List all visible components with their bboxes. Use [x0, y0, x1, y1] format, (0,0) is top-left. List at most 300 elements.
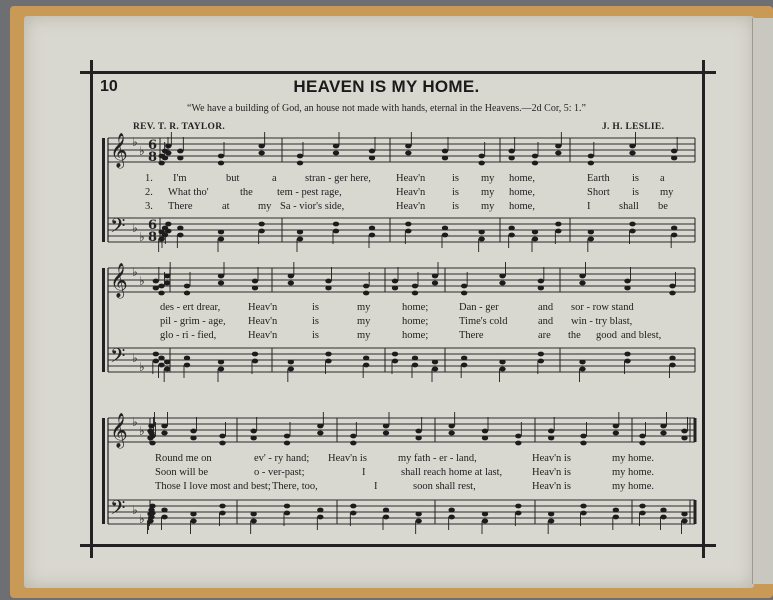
note-head	[478, 154, 484, 159]
lyric-word: is	[632, 173, 640, 184]
note-head	[149, 441, 155, 446]
note-head	[161, 515, 167, 520]
note-head	[448, 431, 454, 436]
note-head	[624, 279, 630, 284]
note-head	[548, 429, 554, 434]
note-head	[158, 237, 164, 242]
note-head	[613, 424, 619, 429]
note-head	[532, 237, 538, 242]
note-head	[508, 226, 514, 231]
note-head	[218, 161, 224, 166]
composer-credit: J. H. LESLIE.	[602, 122, 665, 132]
note-head	[639, 434, 645, 439]
note-head	[158, 284, 164, 289]
note-head	[660, 424, 666, 429]
lyric-word: There	[168, 201, 193, 212]
note-head	[639, 441, 645, 446]
note-head	[184, 284, 190, 289]
note-head	[681, 512, 687, 517]
note-head	[579, 367, 585, 372]
note-head	[580, 434, 586, 439]
lyric-word: Heav'n	[396, 187, 426, 198]
note-head	[624, 359, 630, 364]
lyric-word: Heav'n	[248, 316, 278, 327]
note-head	[288, 274, 294, 279]
lyric-word: ev' - ry hand;	[254, 453, 310, 464]
note-head	[461, 356, 467, 361]
note-head	[588, 230, 594, 235]
note-head	[177, 149, 183, 154]
lyric-word: and	[538, 302, 554, 313]
note-head	[158, 161, 164, 166]
note-head	[252, 279, 258, 284]
note-head	[219, 434, 225, 439]
note-head	[681, 429, 687, 434]
note-head	[153, 359, 159, 364]
note-head	[508, 149, 514, 154]
note-head	[392, 352, 398, 357]
lyric-word: home,	[509, 173, 535, 184]
note-head	[412, 284, 418, 289]
note-head	[415, 436, 421, 441]
note-head	[482, 436, 488, 441]
lyric-word: stran - ger here,	[305, 173, 371, 184]
note-head	[153, 279, 159, 284]
flat-sign: ♭	[132, 415, 138, 429]
note-head	[532, 161, 538, 166]
note-head	[383, 431, 389, 436]
note-head	[671, 156, 677, 161]
lyric-word: 2.	[145, 187, 153, 198]
note-head	[624, 352, 630, 357]
lyric-word: be	[658, 201, 668, 212]
note-head	[412, 291, 418, 296]
note-head	[613, 515, 619, 520]
lyric-word: 1.	[145, 173, 153, 184]
note-head	[442, 233, 448, 238]
note-head	[177, 226, 183, 231]
lyric-word: is	[452, 187, 460, 198]
treble-clef: 𝄞	[110, 413, 128, 448]
note-head	[333, 222, 339, 227]
note-head	[499, 281, 505, 286]
note-head	[333, 229, 339, 234]
lyric-word: What tho'	[168, 187, 209, 198]
note-head	[555, 229, 561, 234]
note-head	[250, 512, 256, 517]
note-head	[161, 508, 167, 513]
note-head	[164, 360, 170, 365]
note-head	[258, 151, 264, 156]
lyric-word: glo - ri - fied,	[160, 330, 217, 341]
lyric-word: my fath - er - land,	[398, 453, 477, 464]
note-head	[580, 511, 586, 516]
note-head	[405, 229, 411, 234]
note-head	[392, 286, 398, 291]
note-head	[442, 226, 448, 231]
note-head	[250, 429, 256, 434]
lyric-word: my	[481, 201, 495, 212]
lyric-word: shall reach home at last,	[401, 467, 503, 478]
note-head	[548, 519, 554, 524]
note-head	[158, 154, 164, 159]
note-head	[532, 230, 538, 235]
note-head	[671, 233, 677, 238]
note-head	[284, 434, 290, 439]
note-head	[412, 356, 418, 361]
note-head	[415, 519, 421, 524]
lyric-word: There, too,	[272, 481, 318, 492]
note-head	[613, 508, 619, 513]
lyric-word: a	[272, 173, 277, 184]
note-head	[515, 504, 521, 509]
note-head	[415, 429, 421, 434]
lyric-word: my	[660, 187, 674, 198]
lyric-word: tem - pest rage,	[277, 187, 342, 198]
note-head	[580, 441, 586, 446]
note-head	[297, 230, 303, 235]
lyric-word: Heav'n	[248, 302, 278, 313]
note-head	[165, 222, 171, 227]
system-brace	[102, 138, 105, 242]
note-head	[363, 284, 369, 289]
note-head	[317, 424, 323, 429]
note-head	[363, 356, 369, 361]
note-head	[297, 154, 303, 159]
note-head	[499, 360, 505, 365]
lyric-word: Heav'n is	[532, 467, 571, 478]
note-head	[432, 360, 438, 365]
note-head	[538, 279, 544, 284]
note-head	[442, 149, 448, 154]
lyric-word: Those I love most and best;	[155, 481, 271, 492]
note-head	[284, 441, 290, 446]
note-head	[258, 144, 264, 149]
note-head	[284, 504, 290, 509]
note-head	[258, 222, 264, 227]
lyric-word: a	[660, 173, 665, 184]
note-head	[448, 508, 454, 513]
note-head	[158, 363, 164, 368]
note-head	[369, 226, 375, 231]
note-head	[218, 274, 224, 279]
lyric-word: sor - row stand	[571, 302, 634, 313]
flat-sign: ♭	[139, 144, 145, 158]
note-head	[624, 286, 630, 291]
note-head	[162, 226, 168, 231]
note-head	[499, 367, 505, 372]
time-signature: 8	[148, 230, 158, 245]
note-head	[218, 360, 224, 365]
note-head	[297, 237, 303, 242]
note-head	[629, 229, 635, 234]
note-head	[660, 515, 666, 520]
lyric-word: Heav'n	[396, 201, 426, 212]
note-head	[161, 424, 167, 429]
note-head	[363, 291, 369, 296]
lyric-word: Heav'n is	[328, 453, 367, 464]
note-head	[219, 511, 225, 516]
note-head	[639, 511, 645, 516]
lyric-word: home,	[509, 187, 535, 198]
note-head	[432, 367, 438, 372]
lyric-word: is	[312, 316, 320, 327]
note-head	[669, 284, 675, 289]
flat-sign: ♭	[132, 265, 138, 279]
note-head	[482, 512, 488, 517]
lyric-word: my home.	[612, 453, 654, 464]
note-head	[147, 436, 153, 441]
lyric-word: are	[538, 330, 551, 341]
note-head	[461, 363, 467, 368]
note-head	[153, 286, 159, 291]
lyric-word: soon shall rest,	[413, 481, 476, 492]
bass-clef: 𝄢	[110, 344, 126, 372]
note-head	[288, 360, 294, 365]
lyric-word: Sa - vior's side,	[280, 201, 345, 212]
note-head	[147, 429, 153, 434]
note-head	[184, 291, 190, 296]
note-head	[284, 511, 290, 516]
note-head	[461, 291, 467, 296]
note-head	[555, 222, 561, 227]
note-head	[177, 233, 183, 238]
lyric-word: shall	[619, 201, 639, 212]
note-head	[325, 352, 331, 357]
lyric-word: my	[481, 173, 495, 184]
flat-sign: ♭	[139, 512, 145, 526]
note-head	[325, 286, 331, 291]
note-head	[184, 356, 190, 361]
note-head	[415, 512, 421, 517]
note-head	[499, 274, 505, 279]
note-head	[164, 367, 170, 372]
note-head	[442, 156, 448, 161]
lyric-word: the	[568, 330, 581, 341]
note-head	[190, 512, 196, 517]
note-head	[369, 156, 375, 161]
note-head	[405, 151, 411, 156]
note-head	[158, 230, 164, 235]
lyric-word: des - ert drear,	[160, 302, 221, 313]
note-head	[482, 429, 488, 434]
note-head	[405, 144, 411, 149]
hymn-title: HEAVEN IS MY HOME.	[293, 77, 480, 96]
lyric-word: There	[459, 330, 484, 341]
note-head	[660, 431, 666, 436]
note-head	[538, 286, 544, 291]
lyricist-credit: REV. T. R. TAYLOR.	[133, 122, 226, 132]
bass-clef: 𝄢	[110, 214, 126, 242]
note-head	[681, 436, 687, 441]
note-head	[252, 352, 258, 357]
note-head	[639, 504, 645, 509]
note-head	[412, 363, 418, 368]
note-head	[579, 281, 585, 286]
lyric-word: is	[312, 330, 320, 341]
lyric-word: at	[222, 201, 230, 212]
treble-clef: 𝄞	[110, 133, 128, 168]
lyric-word: my	[357, 302, 371, 313]
note-head	[317, 508, 323, 513]
lyric-word: is	[452, 173, 460, 184]
note-head	[153, 352, 159, 357]
note-head	[515, 434, 521, 439]
flat-sign: ♭	[139, 230, 145, 244]
lyric-word: Dan - ger	[459, 302, 499, 313]
lyric-word: 3.	[145, 201, 153, 212]
flat-sign: ♭	[139, 360, 145, 374]
lyric-word: my home.	[612, 481, 654, 492]
flat-sign: ♭	[132, 135, 138, 149]
note-head	[448, 515, 454, 520]
note-head	[149, 504, 155, 509]
page-number: 10	[100, 78, 118, 95]
note-head	[432, 281, 438, 286]
lyric-word: pil - grim - age,	[160, 316, 226, 327]
note-head	[538, 359, 544, 364]
note-head	[297, 161, 303, 166]
note-head	[252, 359, 258, 364]
lyric-word: my home.	[612, 467, 654, 478]
lyric-word: home;	[402, 330, 429, 341]
note-head	[671, 226, 677, 231]
lyric-word: Short	[587, 187, 610, 198]
lyric-word: and	[538, 316, 554, 327]
note-head	[350, 504, 356, 509]
time-signature: 8	[148, 150, 158, 165]
note-head	[671, 149, 677, 154]
flat-sign: ♭	[132, 221, 138, 235]
note-head	[184, 363, 190, 368]
lyric-word: Time's cold	[459, 316, 508, 327]
note-head	[288, 367, 294, 372]
flat-sign: ♭	[139, 424, 145, 438]
note-head	[629, 151, 635, 156]
lyric-word: Heav'n	[248, 330, 278, 341]
note-head	[147, 512, 153, 517]
note-head	[190, 519, 196, 524]
note-head	[461, 284, 467, 289]
lyric-word: win - try blast,	[571, 316, 633, 327]
lyric-word: I	[587, 201, 591, 212]
note-head	[515, 441, 521, 446]
note-head	[164, 274, 170, 279]
note-head	[177, 156, 183, 161]
note-head	[148, 508, 154, 513]
lyric-word: I	[362, 467, 366, 478]
note-head	[219, 441, 225, 446]
flat-sign: ♭	[132, 503, 138, 517]
lyric-word: and blest,	[621, 330, 662, 341]
lyric-word: but	[226, 173, 240, 184]
note-head	[613, 431, 619, 436]
scripture-epigraph: “We have a building of God, an house not made with hands, eternal in the Heavens.—2d Cor, 5: 1.”	[187, 103, 586, 114]
note-head	[538, 352, 544, 357]
note-head	[258, 229, 264, 234]
note-head	[369, 149, 375, 154]
note-head	[669, 356, 675, 361]
note-head	[548, 436, 554, 441]
note-head	[369, 233, 375, 238]
lyric-word: Round me on	[155, 453, 212, 464]
lyric-word: home;	[402, 302, 429, 313]
note-head	[250, 519, 256, 524]
treble-clef: 𝄞	[110, 263, 128, 298]
note-head	[588, 161, 594, 166]
note-head	[392, 359, 398, 364]
lyric-word: my	[481, 187, 495, 198]
note-head	[190, 436, 196, 441]
lyric-word: I	[374, 481, 378, 492]
lyric-word: Heav'n	[396, 173, 426, 184]
bass-clef: 𝄢	[110, 496, 126, 524]
lyric-word: my	[357, 316, 371, 327]
time-signature: 6	[148, 138, 158, 153]
note-head	[478, 161, 484, 166]
note-head	[588, 154, 594, 159]
lyric-word: home;	[402, 316, 429, 327]
note-head	[508, 156, 514, 161]
note-head	[350, 441, 356, 446]
time-signature: 6	[148, 218, 158, 233]
note-head	[350, 511, 356, 516]
flat-sign: ♭	[132, 351, 138, 365]
note-head	[317, 515, 323, 520]
note-head	[161, 431, 167, 436]
lyric-word: is	[312, 302, 320, 313]
lyric-word: is	[452, 201, 460, 212]
note-head	[218, 367, 224, 372]
lyric-word: o - ver-past;	[254, 467, 305, 478]
note-head	[333, 151, 339, 156]
system-brace	[102, 268, 105, 372]
note-head	[218, 230, 224, 235]
note-head	[579, 360, 585, 365]
note-head	[218, 281, 224, 286]
note-head	[158, 291, 164, 296]
lyric-word: Heav'n is	[532, 453, 571, 464]
note-head	[532, 154, 538, 159]
note-head	[478, 230, 484, 235]
lyric-word: I'm	[173, 173, 187, 184]
lyric-word: is	[632, 187, 640, 198]
note-head	[218, 154, 224, 159]
lyric-word: Soon will be	[155, 467, 209, 478]
note-head	[555, 151, 561, 156]
note-head	[432, 274, 438, 279]
lyric-word: my	[258, 201, 272, 212]
note-head	[448, 424, 454, 429]
note-head	[555, 144, 561, 149]
note-head	[478, 237, 484, 242]
note-head	[681, 519, 687, 524]
note-head	[350, 434, 356, 439]
note-head	[147, 519, 153, 524]
lyric-word: the	[240, 187, 253, 198]
note-head	[325, 359, 331, 364]
note-head	[158, 356, 164, 361]
lyric-word: Earth	[587, 173, 610, 184]
note-head	[548, 512, 554, 517]
note-head	[325, 279, 331, 284]
note-head	[383, 424, 389, 429]
note-head	[660, 508, 666, 513]
system-brace	[102, 418, 105, 524]
note-head	[164, 281, 170, 286]
note-head	[252, 286, 258, 291]
note-head	[288, 281, 294, 286]
